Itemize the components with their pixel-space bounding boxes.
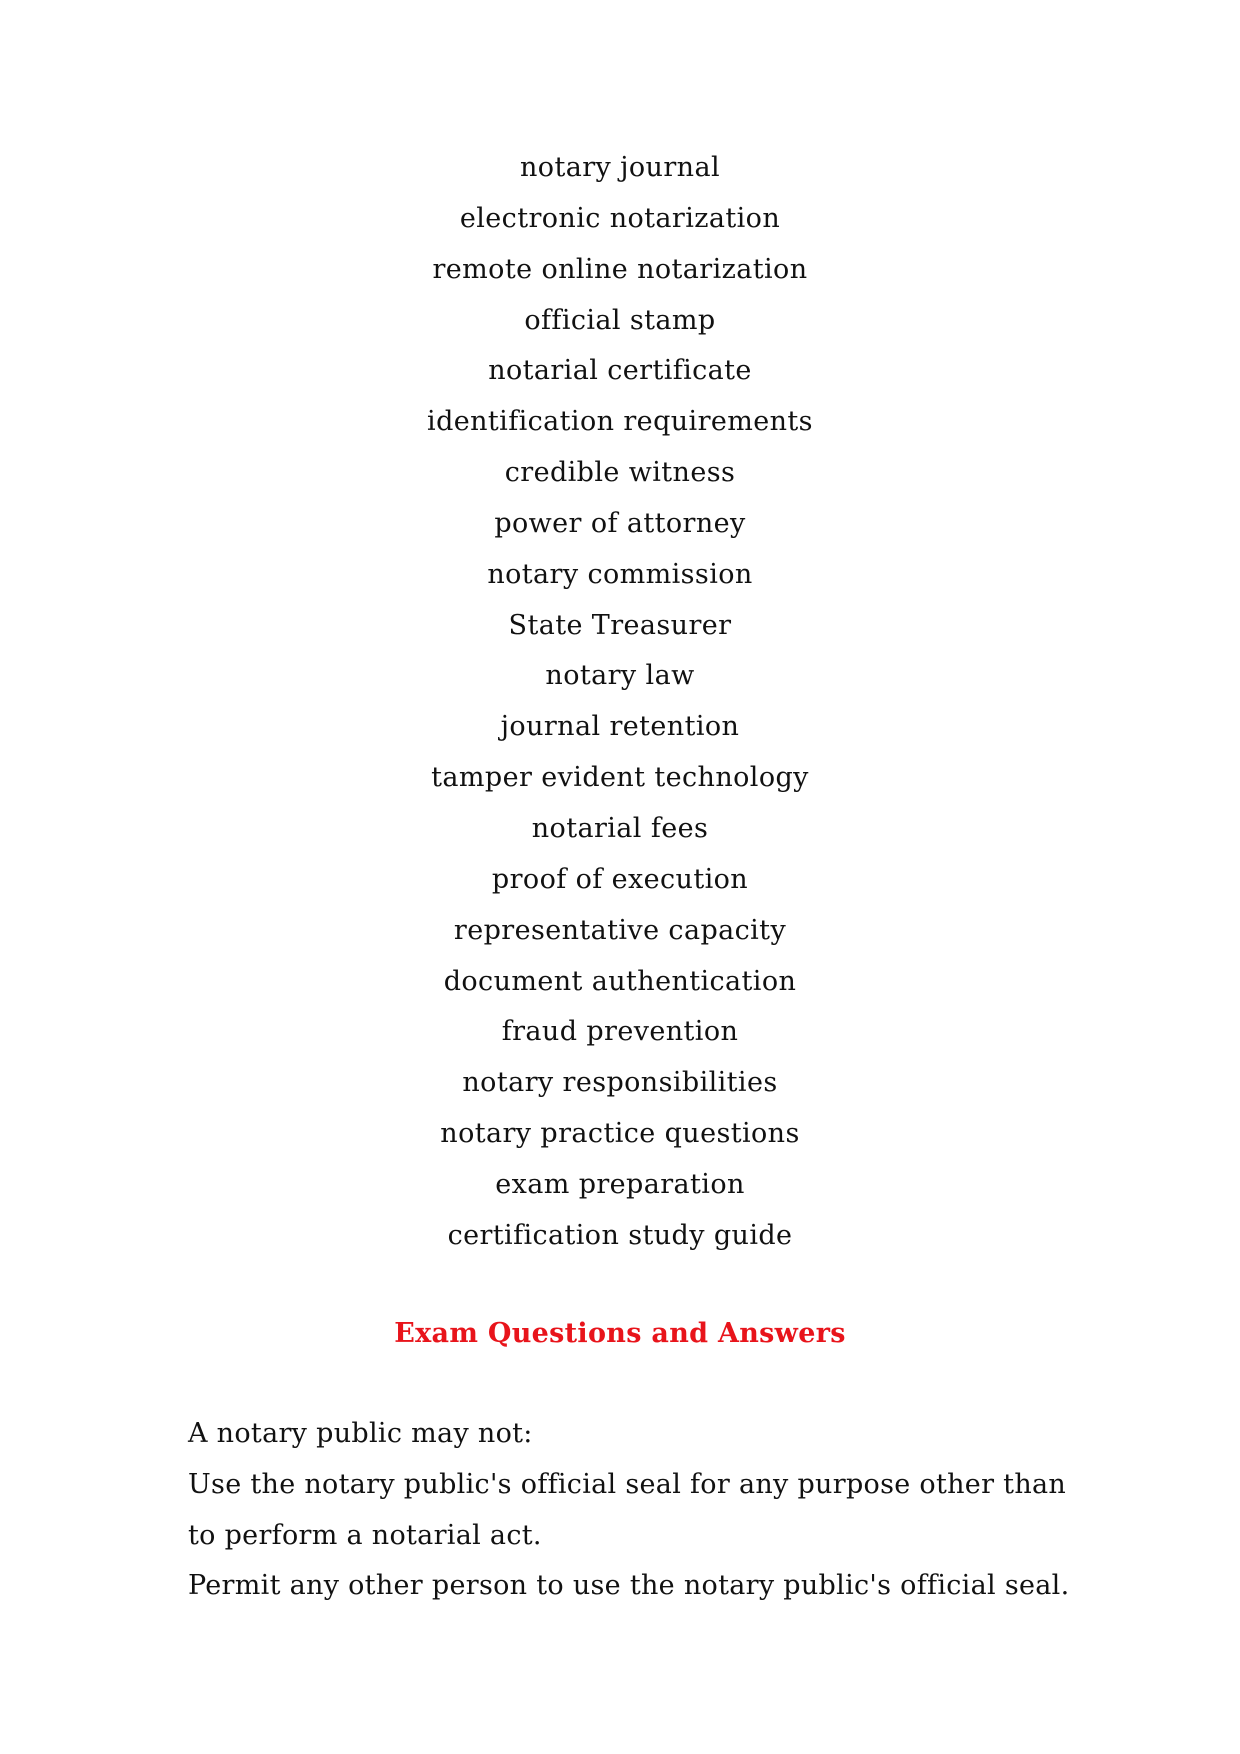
keyword-item: electronic notarization: [459, 202, 781, 234]
keyword-item: representative capacity: [453, 914, 787, 946]
keyword-item: certification study guide: [447, 1219, 793, 1251]
keyword-item: notary journal: [520, 152, 720, 183]
keyword-item: journal retention: [500, 711, 740, 743]
keyword-item: credible witness: [504, 457, 736, 489]
keyword-item: power of attorney: [494, 507, 746, 539]
keyword-item: notary commission: [487, 558, 753, 590]
answer-line: to perform a notarial act.: [188, 1519, 542, 1551]
keyword-item: tamper evident technology: [431, 762, 809, 794]
answer-line: Use the notary public's official seal for any purpose other than: [188, 1468, 1067, 1500]
question-text: A notary public may not:: [188, 1418, 533, 1449]
keyword-item: notary practice questions: [440, 1118, 800, 1150]
keyword-item: fraud prevention: [501, 1016, 739, 1048]
keyword-item: proof of execution: [491, 863, 749, 895]
keyword-item: official stamp: [524, 304, 716, 336]
keyword-item: exam preparation: [495, 1168, 745, 1200]
keyword-list: [0, 143, 1240, 1262]
keyword-item: notary responsibilities: [462, 1067, 778, 1099]
keyword-item: document authentication: [443, 965, 797, 997]
question-answer-block: [188, 1409, 1088, 1612]
answer-line: Permit any other person to use the notary public's official seal.: [188, 1570, 1070, 1602]
keyword-item: notarial fees: [531, 812, 709, 844]
keyword-item: identification requirements: [427, 406, 813, 438]
keyword-item: remote online notarization: [432, 253, 808, 285]
keyword-item: notarial certificate: [488, 355, 752, 387]
section-heading: Exam Questions and Answers: [394, 1318, 846, 1349]
keyword-item: notary law: [545, 660, 695, 692]
keyword-item: State Treasurer: [508, 609, 732, 641]
